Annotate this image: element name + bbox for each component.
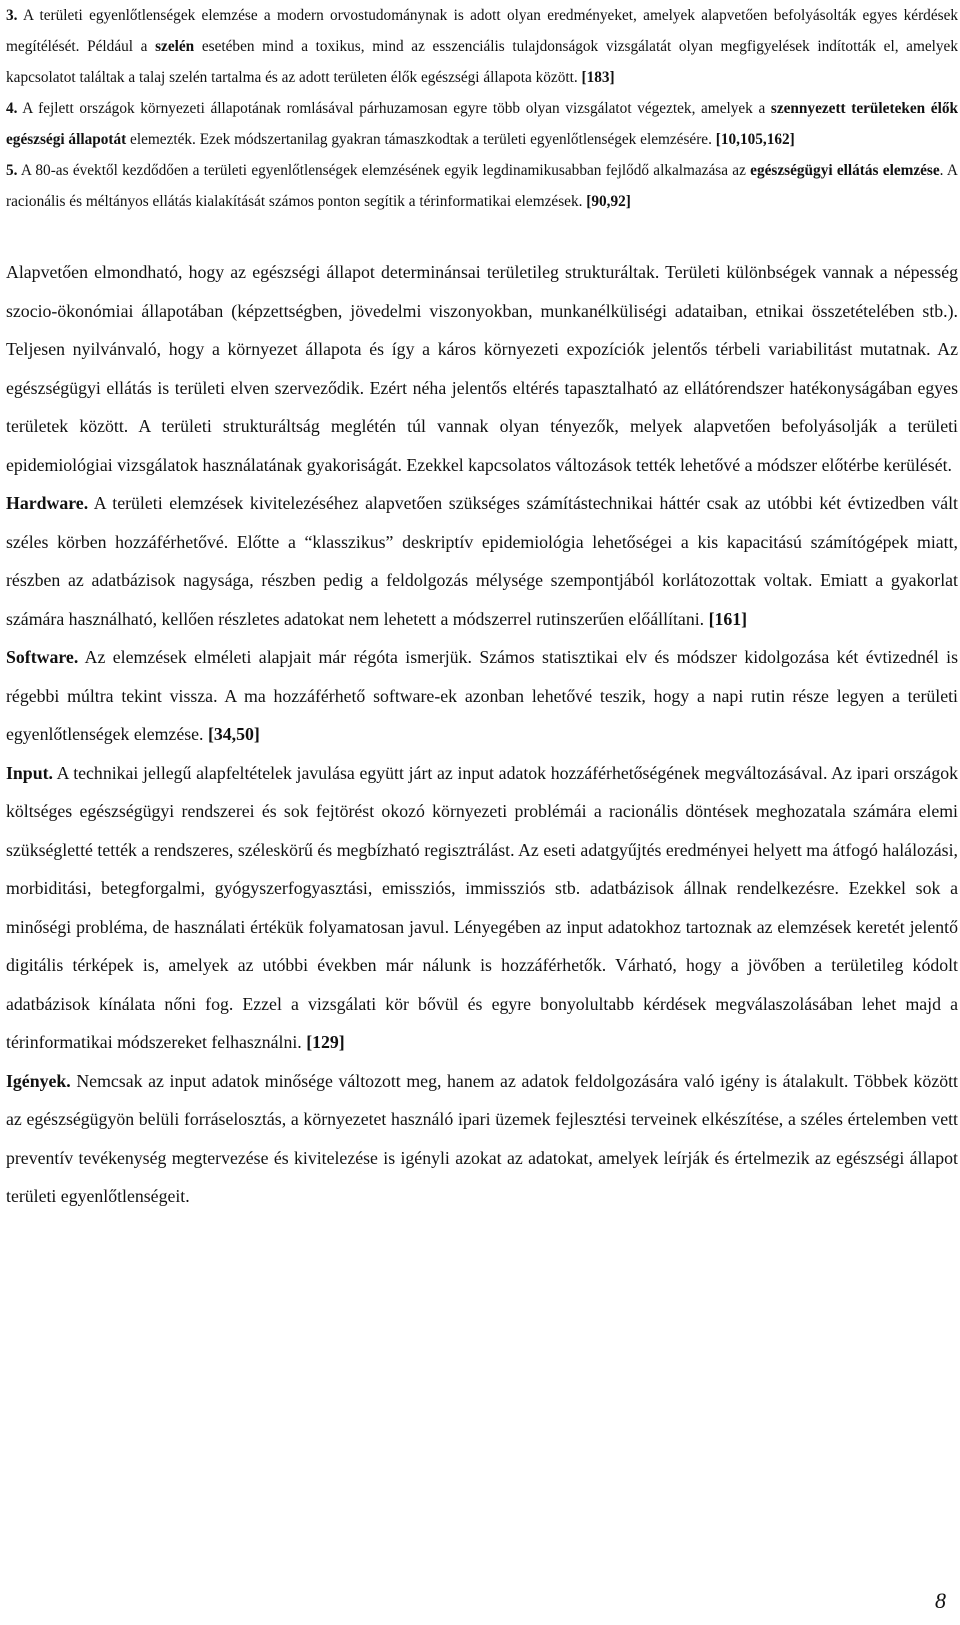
paragraph-software — [6, 638, 958, 754]
item-text: . A racionális és méltányos ellátás kialakítását számos ponton segítik a térinformatikai elemzések. — [6, 162, 958, 210]
page-number: 8 — [935, 1588, 946, 1613]
spacer — [6, 217, 958, 253]
paragraph-heading: Hardware. — [6, 493, 89, 513]
paragraph-hardware — [6, 484, 958, 638]
item-text: elemezték. Ezek módszertanilag gyakran támaszkodtak a területi egyenlőtlenségek elemzésére. — [126, 131, 712, 148]
paragraph-input — [6, 754, 958, 1062]
item-number: 3. — [6, 7, 18, 24]
paragraph-text: Az elemzések elméleti alapjait már régóta ismerjük. Számos statisztikai elv és módszer kidolgozása két évtizednél is régebbi múltra tekint vissza. A ma hozzáférhető software-ek azonban lehetővé teszik, hogy a napi rutin része legyen a területi egyenlőtlenségek elemzése. — [6, 647, 958, 744]
paragraph-heading: Input. — [6, 762, 53, 783]
numbered-list — [6, 0, 958, 217]
paragraph-text: Nemcsak az input adatok minősége változott meg, hanem az adatok feldolgozására való igény is átalakult. Többek között az egészségügyön belüli forráselosztás, a környezetet használó ipari üzemek fejlesztési terveinek elkészítése, a széles értelemben vett preventív tevékenység megtervezése és kivitelezése is igényli azokat az adatokat, amelyek leírják és értelmezik az egészségi állapot területi egyenlőtlenségeit. — [6, 1070, 958, 1206]
paragraph-text: A területi elemzések kivitelezéséhez alapvetően szükséges számítástechnikai háttér csak az utóbbi két évtizedben vált széles körben hozzáférhetővé. Előtte a “klasszikus” deskriptív epidemiológia lehetőségei a kis kapacitású számítógépek miatt, részben az adatbázisok nagysága, részben pedig a feldolgozás mélysége szempontjából korlátozottak voltak. Emiatt a gyakorlat számára használható, kellően részletes adatokat nem lehetett a módszerrel rutinszerűen előállítani. — [6, 493, 958, 629]
item-text: A 80-as évektől kezdődően a területi egyenlőtlenségek elemzésének egyik legdinamikusabban fejlődő alkalmazása az — [20, 162, 751, 179]
item-text: A területi egyenlőtlenségek elemzése a modern orvostudománynak is adott olyan eredményeket, amelyek alapvetően befolyásolták egyes kérdések megítélését. Például a — [6, 7, 959, 55]
citation: [129] — [306, 1032, 345, 1052]
item-number: 5. — [6, 162, 18, 179]
item-bold-term: szelén — [155, 38, 195, 55]
citation: [10,105,162] — [715, 131, 795, 148]
item-bold-term: szennyezett területeken élők egészségi állapotát — [6, 100, 958, 148]
body-text — [6, 253, 958, 1216]
citation: [34,50] — [207, 724, 260, 744]
paragraph-intro — [6, 253, 958, 484]
list-item-5 — [6, 155, 958, 217]
list-item-4 — [6, 93, 958, 155]
paragraph-igenyek — [6, 1062, 958, 1216]
document-page — [6, 0, 958, 1216]
paragraph-text: Alapvetően elmondható, hogy az egészségi állapot determinánsai területileg strukturáltak. Területi különbségek vannak a népesség szocio-ökonómiai állapotában (képzettségben, jövedelmi viszonyokban, munkanélküliségi adataiban, etnikai összetételében stb.). Teljesen nyilvánvaló, hogy a környezet állapota és így a káros környezeti expozíciók jelentős térbeli variabilitást mutatnak. Az egészségügyi ellátás is területi elven szerveződik. Ezért néha jelentős eltérés tapasztalható az ellátórendszer hatékonyságában egyes területek között. A területi strukturáltság meglétén túl vannak olyan tényezők, melyek alapvetően befolyásolják a területi epidemiológiai vizsgálatok használatának gyakoriságát. Ezekkel kapcsolatos változások tették lehetővé a módszer előtérbe kerülését. — [6, 262, 958, 475]
item-bold-term: egészségügyi ellátás elemzése — [750, 162, 940, 179]
list-item-3 — [6, 0, 958, 93]
citation: [183] — [581, 69, 615, 86]
item-number: 4. — [6, 100, 18, 117]
citation: [90,92] — [586, 193, 631, 210]
paragraph-heading: Igények. — [6, 1070, 71, 1091]
citation: [161] — [708, 608, 748, 629]
item-text: A fejlett országok környezeti állapotának romlásával párhuzamosan egyre több olyan vizsgálatot végeztek, amelyek a — [22, 100, 771, 117]
paragraph-heading: Software. — [6, 647, 79, 667]
item-text: esetében mind a toxikus, mind az esszenciális tulajdonságok vizsgálatát olyan megfigyelések indították el, amelyek kapcsolatot találtak a talaj szelén tartalma és az adott területen élők egészségi állapota között. — [6, 38, 958, 86]
paragraph-text: A technikai jellegű alapfeltételek javulása együtt járt az input adatok hozzáférhetőségének megváltozásával. Az ipari országok költséges egészségügyi rendszerei és sok fejtörést okozó környezeti problémái a racionális döntések meghozatala számára elemi szükségletté tették a rendszeres, széleskörű és megbízható regisztrálást. Az eseti adatgyűjtés eredményei helyett ma átfogó halálozási, morbiditási, betegforgalmi, gyógyszerfogyasztási, emissziós, immissziós stb. adatbázisok állnak rendelkezésre. Ezekkel sok a minőségi probléma, de használati értékük folyamatosan javul. Lényegében az input adatokhoz tartoznak az elemzések keretét jelentő digitális térképek is, amelyek az utóbbi években már nálunk is hozzáférhetők. Várható, hogy a jövőben a területileg kódolt adatbázisok kínálata nőni fog. Ezzel a vizsgálati kör bővül és egyre bonyolultabb kérdések megválaszolásában lehet majd a térinformatikai módszereket felhasználni. — [6, 762, 958, 1052]
